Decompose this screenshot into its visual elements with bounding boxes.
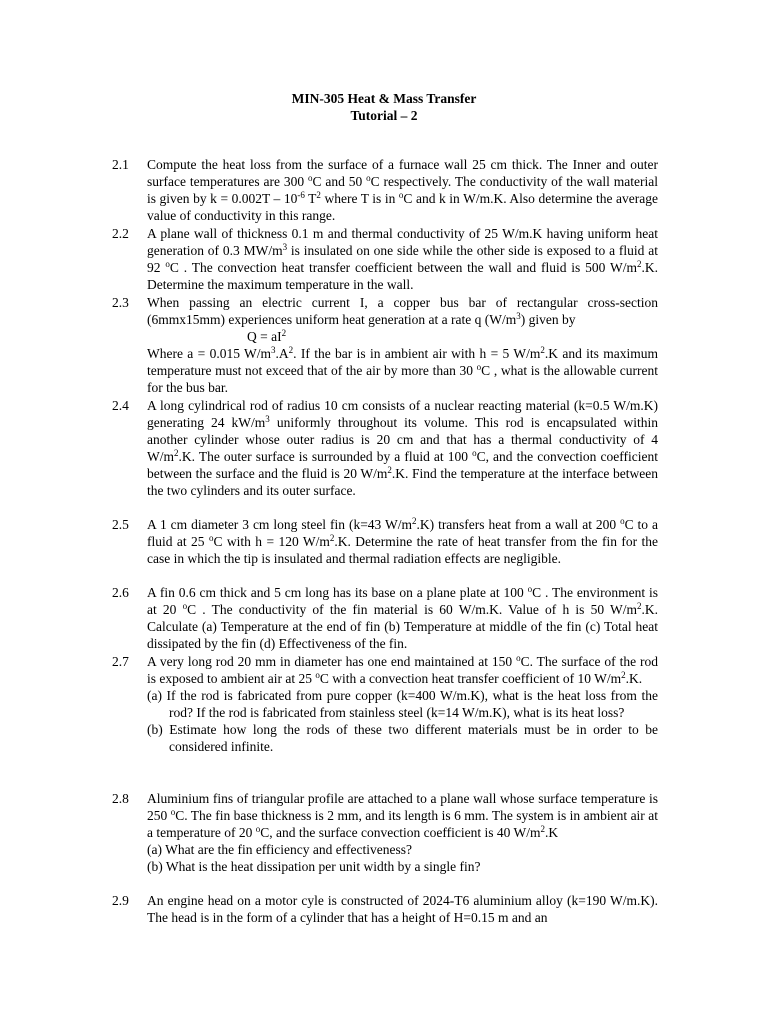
equation: $Q = aI^2$ <box>247 328 287 344</box>
problem-text: Compute the heat loss from the surface of a furnace wall 25 cm thick. The Inner and outer surface temperatures are 300 $^o$C and 50 $^o$C respectively. The conductivity of the wall material is given by $k = 0.002T - 10^{-6}$ $T^2$ where T is in $^o$C and k in W/m.K. Also determine the average value of conductivity in this range. <box>147 157 658 223</box>
problem-text: A long cylindrical rod of radius 10 cm consists of a nuclear reacting material (k=0.5 W/m.K) generating 24 $kW/m^3$ uniformly throughout its volume. This rod is encapsulated within another cylinder whose outer radius is 20 cm and that has a thermal conductivity of 4 $W/m^2.K$. The outer surface is surrounded by a fluid at 100 $^o$C, and the convection coefficient between the surface and the fluid is 20 $W/m^2.K$. Find the temperature at the interface between the two cylinders and its outer surface. <box>147 398 658 498</box>
problem-2-8 <box>112 790 658 875</box>
sub-question-b: (b) What is the heat dissipation per unit width by a single fin? <box>147 859 481 874</box>
sub-question-b: (b) Estimate how long the rods of these two different materials must be in order to be considered infinite. <box>147 722 658 754</box>
problem-text: When passing an electric current I, a copper bus bar of rectangular cross-section (6mmx15mm) experiences uniform heat generation at a rate q $(W/m^3)$ given by <box>147 295 658 327</box>
problem-text: A fin 0.6 cm thick and 5 cm long has its base on a plane plate at 100 $^o$C . The environment is at 20 $^o$C . The conductivity of the fin material is 60 W/m.K. Value of h is 50 $W/m^2.K$. Calculate (a) Temperature at the end of fin (b) Temperature at middle of the fin (c) Total heat dissipated by the fin (d) Effectiveness of the fin. <box>147 584 658 651</box>
problem-2-3 <box>112 294 658 396</box>
problem-2-7 <box>112 653 658 755</box>
problem-text-continued: Where a = 0.015 $W/m^3.A^2$. If the bar is in ambient air with h = 5 $W/m^2.K$ and its maximum temperature must not exceed that of the air by more than 30 $^o$C , what is the allowable current for the bus bar. <box>147 345 659 395</box>
problem-number: 2.4 <box>112 398 129 413</box>
problem-number: 2.1 <box>112 157 129 172</box>
problem-text: Aluminium fins of triangular profile are attached to a plane wall whose surface temperature is 250 $^o$C. The fin base thickness is 2 mm, and its length is 6 mm. The system is in ambient air at a temperature of 20 $^o$C, and the surface convection coefficient is 40 $W/m^2.K$ <box>147 791 658 840</box>
problem-text: A very long rod 20 mm in diameter has one end maintained at 150 $^o$C. The surface of the rod is exposed to ambient air at 25 $^o$C with a convection heat transfer coefficient of 10 $W/m^2.K$. <box>147 653 658 686</box>
problem-2-2 <box>112 225 658 293</box>
problem-number: 2.3 <box>112 295 129 310</box>
problem-number: 2.5 <box>112 517 129 532</box>
problem-2-9 <box>112 892 658 926</box>
problem-number: 2.8 <box>112 791 129 806</box>
course-title: MIN-305 Heat & Mass Transfer <box>291 91 477 106</box>
problem-2-1 <box>112 156 658 224</box>
problem-number: 2.9 <box>112 893 129 908</box>
sub-question-a: (a) If the rod is fabricated from pure copper (k=400 W/m.K), what is the heat loss from the rod? If the rod is fabricated from stainless steel (k=14 W/m.K), what is its heat loss? <box>147 688 658 720</box>
problem-text: An engine head on a motor cyle is constructed of 2024-T6 aluminium alloy (k=190 W/m.K). The head is in the form of a cylinder that has a height of H=0.15 m and an <box>147 893 658 925</box>
problem-2-6 <box>112 584 658 652</box>
problem-text: A plane wall of thickness 0.1 m and thermal conductivity of 25 W/m.K having uniform heat generation of 0.3 $MW/m^3$ is insulated on one side while the other side is exposed to a fluid at 92 $^o$C . The convection heat transfer coefficient between the wall and fluid is 500 $W/m^2.K$. Determine the maximum temperature in the wall. <box>147 226 659 292</box>
tutorial-title: Tutorial – 2 <box>350 108 418 123</box>
problem-number: 2.2 <box>112 226 129 241</box>
problem-number: 2.7 <box>112 654 129 669</box>
sub-question-a: (a) What are the fin efficiency and effectiveness? <box>147 842 412 857</box>
problem-text: A 1 cm diameter 3 cm long steel fin (k=43 $W/m^2.K$) transfers heat from a wall at 200 $^o$C to a fluid at 25 $^o$C with h = 120 $W/m^2.K$. Determine the rate of heat transfer from the fin for the case in which the tip is insulated and thermal radiation effects are negligible. <box>147 516 658 566</box>
problem-2-5 <box>112 516 658 567</box>
problem-number: 2.6 <box>112 585 129 600</box>
problem-2-4 <box>112 397 658 499</box>
